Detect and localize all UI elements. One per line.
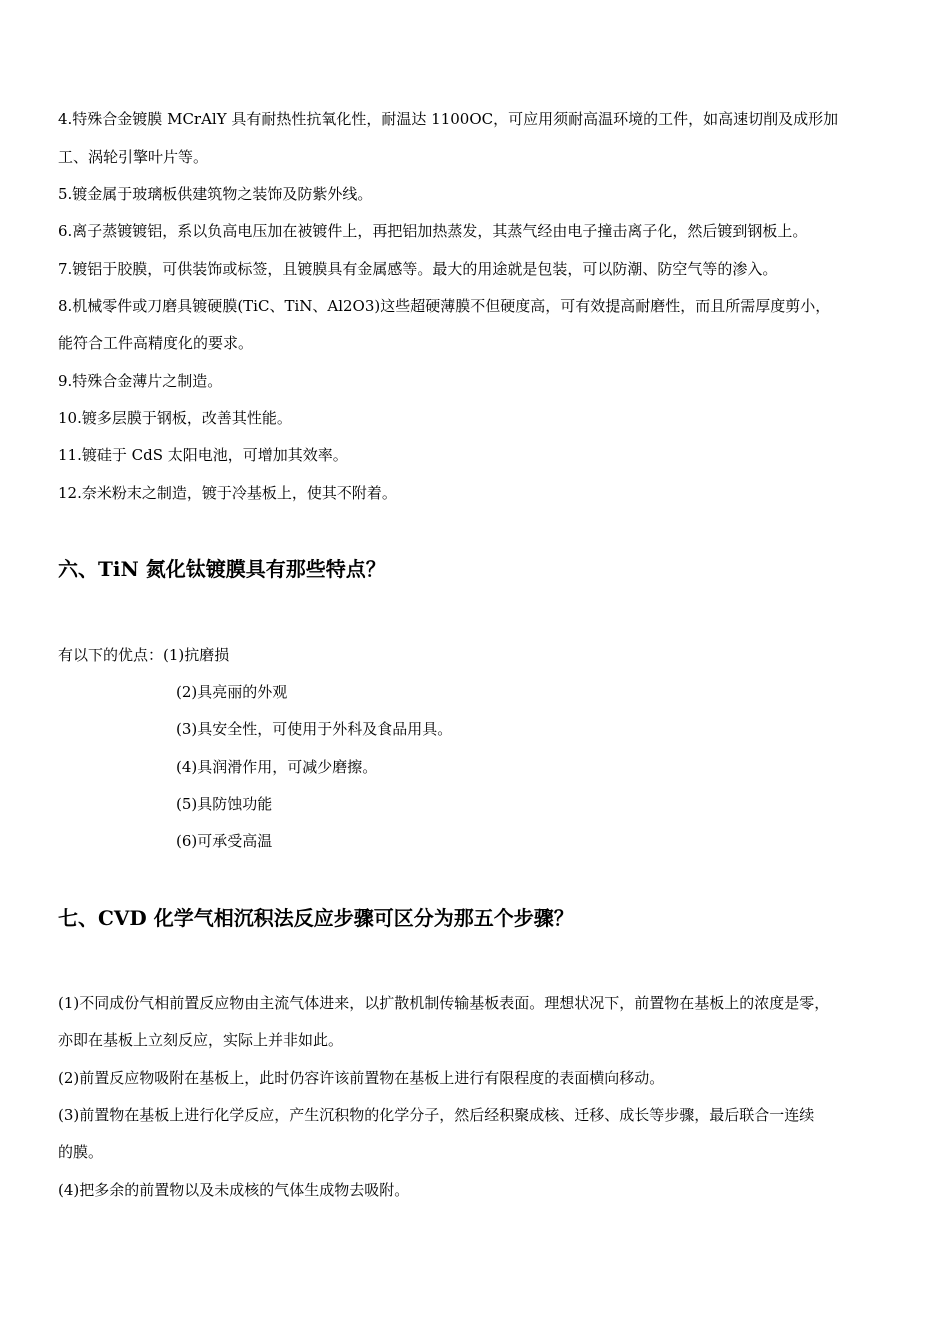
list-item: (2)具亮丽的外观	[176, 683, 288, 701]
paragraph-line: 7.镀铝于胶膜，可供装饰或标签，且镀膜具有金属感等。最大的用途就是包装，可以防潮、防空气等的渗入。	[58, 260, 778, 278]
paragraph-line: 6.离子蒸镀镀铝，系以负高电压加在被镀件上，再把铝加热蒸发，其蒸气经由电子撞击离子化，然后镀到钢板上。	[58, 222, 808, 240]
section-heading-6: 六、TiN 氮化钛镀膜具有那些特点？	[58, 557, 386, 581]
list-item: (5)具防蚀功能	[176, 795, 273, 813]
paragraph-line: (3)前置物在基板上进行化学反应，产生沉积物的化学分子，然后经积聚成核、迁移、成长等步骤，最后联合一连续	[58, 1106, 815, 1124]
paragraph-line: 12.奈米粉末之制造，镀于冷基板上，使其不附着。	[58, 484, 397, 502]
section-heading-7: 七、CVD 化学气相沉积法反应步骤可区分为那五个步骤？	[58, 906, 574, 930]
list-intro: 有以下的优点：(1)抗磨损	[58, 646, 230, 664]
paragraph-line: 9.特殊合金薄片之制造。	[58, 372, 223, 390]
list-item: (3)具安全性，可使用于外科及食品用具。	[176, 720, 453, 738]
paragraph-line: (2)前置反应物吸附在基板上，此时仍容许该前置物在基板上进行有限程度的表面横向移动。	[58, 1069, 665, 1087]
paragraph-line: 11.镀硅于 CdS 太阳电池，可增加其效率。	[58, 446, 348, 464]
paragraph-line: 8.机械零件或刀磨具镀硬膜(TiC、TiN、Al2O3)这些超硬薄膜不但硬度高，可有效提高耐磨性，而且所需厚度剪小，	[58, 297, 831, 315]
paragraph-line: 工、涡轮引擎叶片等。	[58, 148, 209, 166]
paragraph-line: (4)把多余的前置物以及未成核的气体生成物去吸附。	[58, 1181, 410, 1199]
paragraph-line: 5.镀金属于玻璃板供建筑物之装饰及防紫外线。	[58, 185, 373, 203]
paragraph-line: 10.镀多层膜于钢板，改善其性能。	[58, 409, 292, 427]
list-item: (6)可承受高温	[176, 832, 273, 850]
paragraph-line: 4.特殊合金镀膜 MCrAlY 具有耐热性抗氧化性，耐温达 1100OC，可应用须耐高温环境的工件，如高速切削及成形加	[58, 110, 839, 128]
paragraph-line: 的膜。	[58, 1143, 104, 1161]
list-item: (4)具润滑作用，可减少磨擦。	[176, 758, 378, 776]
paragraph-line: (1)不同成份气相前置反应物由主流气体进来，以扩散机制传输基板表面。理想状况下，前置物在基板上的浓度是零，	[58, 994, 830, 1012]
paragraph-line: 亦即在基板上立刻反应，实际上并非如此。	[58, 1031, 344, 1049]
paragraph-line: 能符合工件高精度化的要求。	[58, 334, 254, 352]
